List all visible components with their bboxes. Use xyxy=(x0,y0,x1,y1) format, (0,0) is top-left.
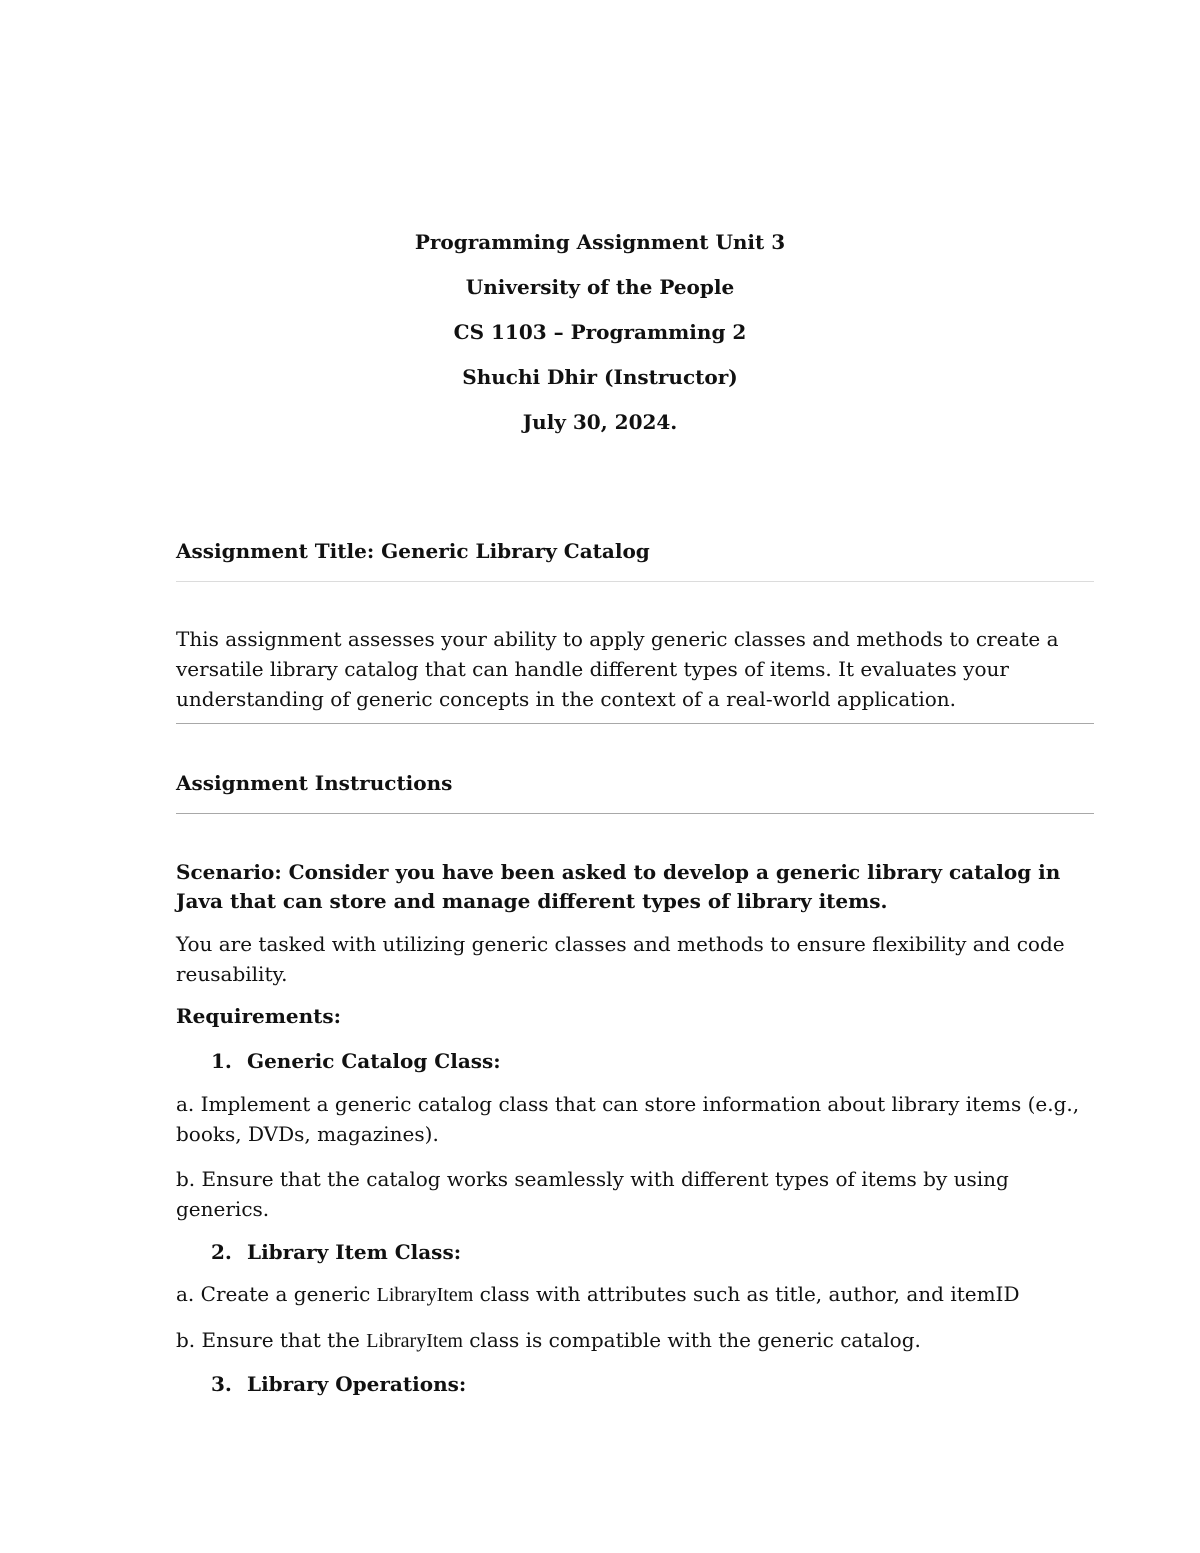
cover-title: Programming Assignment Unit 3 xyxy=(414,230,786,254)
text-segment: a. Create a generic xyxy=(176,1282,371,1306)
instructions-heading: Assignment Instructions xyxy=(176,771,453,795)
list-number: 2. xyxy=(211,1240,232,1264)
class-name: LibraryItem xyxy=(366,1330,463,1352)
list-number: 3. xyxy=(211,1372,232,1396)
cover-instructor: Shuchi Dhir (Instructor) xyxy=(462,365,738,389)
scenario-text: Scenario: Consider you have been asked to develop a generic library catalog in Java that can store and manage different types of library items. xyxy=(176,860,1061,913)
assignment-title: Assignment Title: Generic Library Catalog xyxy=(176,539,650,563)
text-segment: b. Ensure that the xyxy=(176,1328,360,1352)
requirement-title: Generic Catalog Class: xyxy=(247,1049,501,1073)
document-body xyxy=(176,534,1094,1401)
requirement-2-heading xyxy=(176,1235,1094,1269)
requirement-1-heading xyxy=(176,1044,1094,1078)
list-number: 1. xyxy=(211,1049,232,1073)
task-text: You are tasked with utilizing generic classes and methods to ensure flexibility and code reusability. xyxy=(176,932,1065,986)
cover-course: CS 1103 – Programming 2 xyxy=(453,320,747,344)
requirement-title: Library Item Class: xyxy=(247,1240,462,1264)
cover-block xyxy=(0,220,1200,445)
text-segment: class with attributes such as title, author, and itemID xyxy=(479,1282,1020,1306)
requirements-label: Requirements: xyxy=(176,1004,342,1028)
requirement-1b: b. Ensure that the catalog works seamlessly with different types of items by using generics. xyxy=(176,1167,1009,1221)
cover-university: University of the People xyxy=(465,275,735,299)
requirement-2b xyxy=(176,1325,1094,1356)
requirement-2a xyxy=(176,1279,1094,1310)
class-name: LibraryItem xyxy=(376,1284,474,1306)
cover-date: July 30, 2024. xyxy=(522,410,678,434)
requirement-title: Library Operations: xyxy=(247,1372,467,1396)
requirement-1a: a. Implement a generic catalog class that can store information about library items (e.g., books, DVDs, magazines). xyxy=(176,1092,1080,1146)
intro-paragraph: This assignment assesses your ability to apply generic classes and methods to create a versatile library catalog that can handle different types of items. It evaluates your understanding of generic concepts in the context of a real-world application. xyxy=(176,627,1059,711)
requirement-3-heading xyxy=(176,1367,1094,1401)
text-segment: class is compatible with the generic catalog. xyxy=(469,1328,921,1352)
